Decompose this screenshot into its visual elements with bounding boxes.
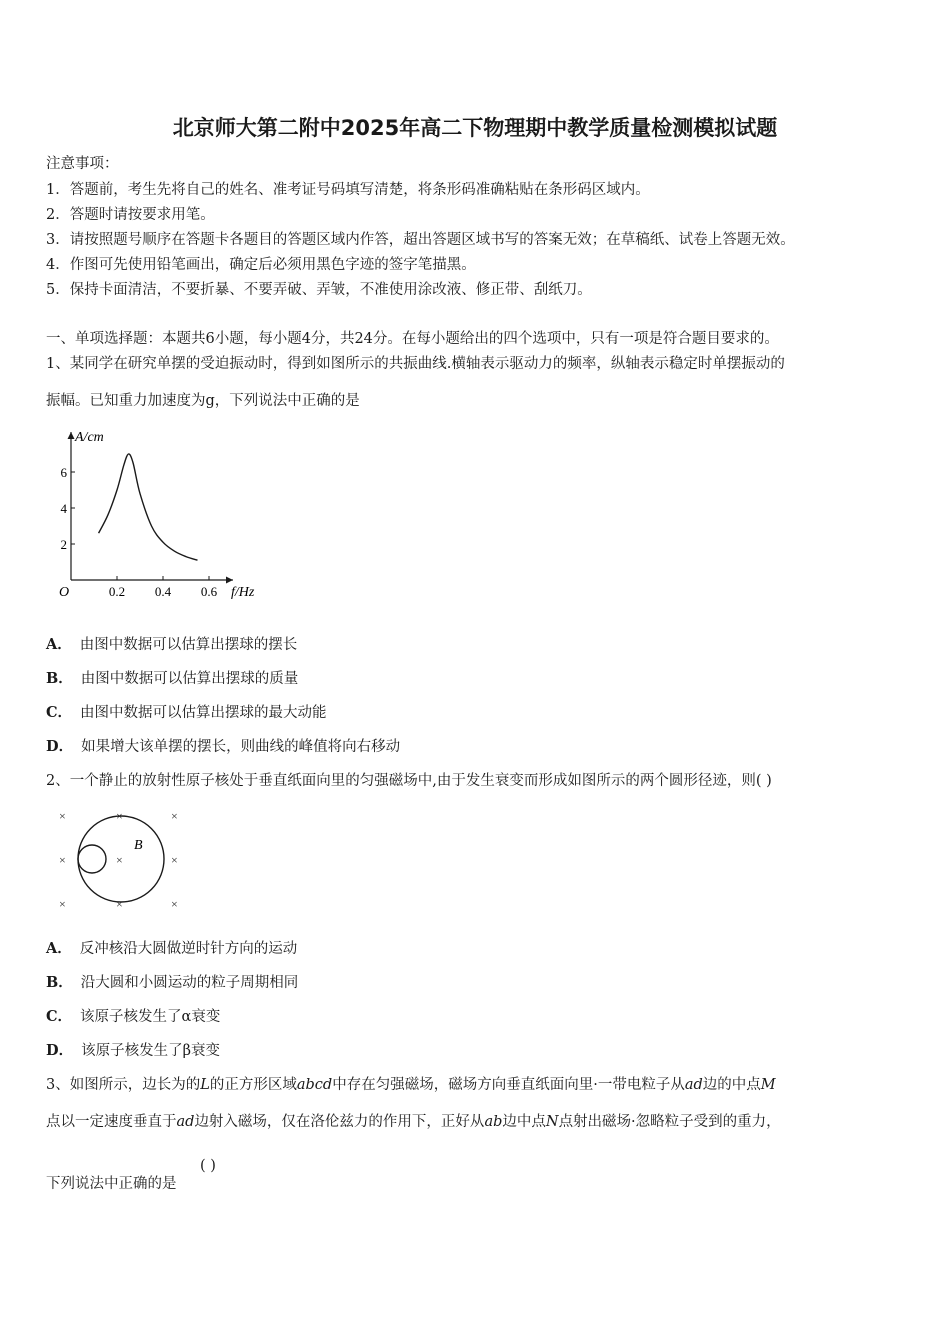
math-var: abcd xyxy=(296,1077,333,1093)
resonance-curve xyxy=(99,454,198,560)
x-tick-label: 0.2 xyxy=(108,584,126,599)
q3-stem-line3: 下列说法中正确的是 xyxy=(46,1176,177,1192)
text-run: 中存在匀强磁场，磁场方向垂直纸面向里·一带电粒子从 xyxy=(332,1077,685,1093)
text-run: 边中点 xyxy=(502,1114,546,1130)
q1-option-a[interactable] xyxy=(46,633,297,654)
text-run: 点以一定速度垂直于 xyxy=(46,1114,177,1130)
q2-option-d[interactable] xyxy=(46,1039,220,1060)
field-label: B xyxy=(134,838,143,853)
option-label: B． xyxy=(46,670,73,687)
text-run: 的正方形区域 xyxy=(209,1077,297,1093)
field-cross: × xyxy=(59,853,66,867)
q1-stem-line1: 1、某同学在研究单摆的受迫振动时，得到如图所示的共振曲线.横轴表示驱动力的频率，纵轴表示稳定时单摆振动的 xyxy=(46,356,785,372)
small-circle-track xyxy=(78,845,106,873)
math-var: L xyxy=(200,1077,210,1093)
option-label: B． xyxy=(46,974,73,991)
option-text: 如果增大该单摆的摆长，则曲线的峰值将向右移动 xyxy=(81,739,401,755)
origin-label: O xyxy=(59,585,70,600)
option-label: D． xyxy=(46,1042,74,1059)
option-text: 沿大圆和小圆运动的粒子周期相同 xyxy=(80,975,299,991)
notice-item: 1．答题前，考生先将自己的姓名、准考证号码填写清楚，将条形码准确粘贴在条形码区域内。 xyxy=(46,182,650,198)
q2-stem: 2、一个静止的放射性原子核处于垂直纸面向里的匀强磁场中,由于发生衰变而形成如图所示的两个圆形径迹，则( ) xyxy=(46,773,772,789)
y-axis-label: A/cm xyxy=(75,430,104,445)
y-tick-label: 4 xyxy=(60,501,67,516)
q1-option-b[interactable] xyxy=(46,667,298,688)
x-tick-label: 0.4 xyxy=(154,584,172,599)
field-cross: × xyxy=(116,853,123,867)
section-heading: 一、单项选择题：本题共6小题，每小题4分，共24分。在每小题给出的四个选项中，只有一项是符合题目要求的。 xyxy=(46,331,779,347)
notice-item: 5．保持卡面清洁，不要折暴、不要弄破、弄皱，不准使用涂改液、修正带、刮纸刀。 xyxy=(46,282,592,298)
q2-option-c[interactable] xyxy=(46,1005,220,1026)
option-label: D． xyxy=(46,738,74,755)
option-text: 该原子核发生了β衰变 xyxy=(81,1043,220,1059)
page-title: 北京师大第二附中2025年高二下物理期中教学质量检测模拟试题 xyxy=(172,116,778,140)
q2-option-b[interactable] xyxy=(46,971,298,992)
y-tick-label: 2 xyxy=(60,537,67,552)
x-axis-label: f/Hz xyxy=(231,585,255,600)
field-cross: × xyxy=(171,809,178,823)
field-cross: × xyxy=(116,897,123,911)
option-label: C． xyxy=(46,704,73,721)
math-var: ad xyxy=(176,1114,195,1130)
q1-option-d[interactable] xyxy=(46,735,400,756)
option-label: C． xyxy=(46,1008,73,1025)
math-var: M xyxy=(760,1077,776,1093)
notice-item: 4．作图可先使用铅笔画出，确定后必须用黑色字迹的签字笔描黑。 xyxy=(46,257,476,273)
field-cross: × xyxy=(59,897,66,911)
math-var: ad xyxy=(684,1077,703,1093)
option-label: A． xyxy=(46,940,72,957)
notice-item: 3．请按照题号顺序在答题卡各题目的答题区域内作答，超出答题区域书写的答案无效；在草稿纸、试卷上答题无效。 xyxy=(46,232,795,248)
option-label: A． xyxy=(46,636,72,653)
field-cross: × xyxy=(171,897,178,911)
q2-option-a[interactable] xyxy=(46,937,297,958)
text-run: 边射入磁场，仅在洛伦兹力的作用下，正好从 xyxy=(194,1114,485,1130)
q1-option-c[interactable] xyxy=(46,701,327,722)
option-text: 该原子核发生了α衰变 xyxy=(80,1009,221,1025)
option-text: 反冲核沿大圆做逆时针方向的运动 xyxy=(79,941,298,957)
y-tick-label: 6 xyxy=(60,465,67,480)
notice-heading: 注意事项： xyxy=(46,156,119,172)
option-text: 由图中数据可以估算出摆球的摆长 xyxy=(79,637,298,653)
math-var: ab xyxy=(484,1114,503,1130)
q3-stem-line1 xyxy=(46,1073,776,1094)
option-text: 由图中数据可以估算出摆球的最大动能 xyxy=(80,705,327,721)
x-tick-label: 0.6 xyxy=(200,584,218,599)
field-cross: × xyxy=(116,809,123,823)
answer-blank: ( ) xyxy=(200,1158,216,1174)
field-cross: × xyxy=(171,853,178,867)
text-run: 点射出磁场·忽略粒子受到的重力， xyxy=(558,1114,781,1130)
q3-stem-line2 xyxy=(46,1110,781,1131)
text-run: 边的中点 xyxy=(702,1077,761,1093)
math-var: N xyxy=(545,1114,559,1130)
field-cross: × xyxy=(59,809,66,823)
notice-item: 2．答题时请按要求用笔。 xyxy=(46,207,215,223)
resonance-chart xyxy=(55,422,270,607)
text-run: 3、如图所示，边长为的 xyxy=(46,1077,201,1093)
option-text: 由图中数据可以估算出摆球的质量 xyxy=(80,671,299,687)
decay-tracks-figure xyxy=(55,805,190,915)
q1-stem-line2: 振幅。已知重力加速度为g，下列说法中正确的是 xyxy=(46,393,360,409)
